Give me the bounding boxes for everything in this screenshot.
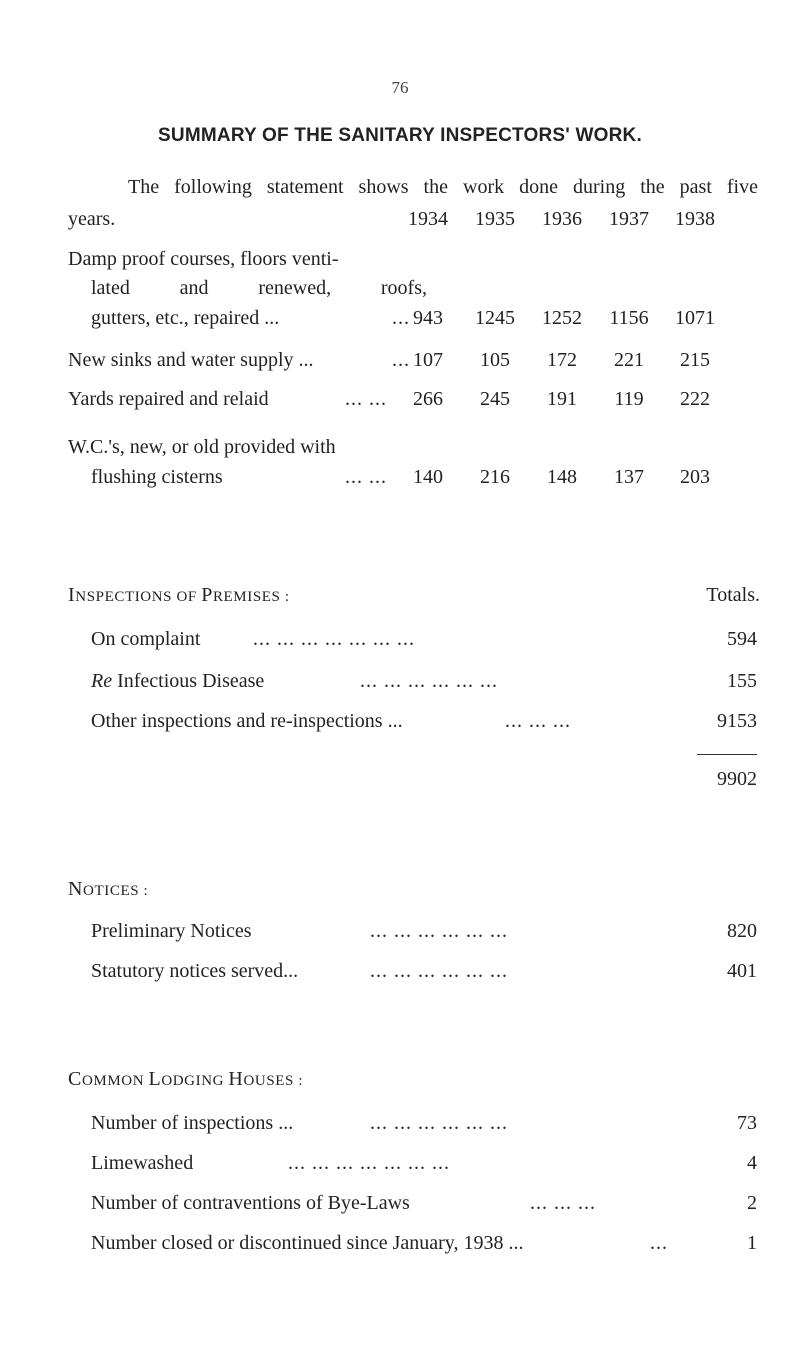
intro-text: The following statement shows the work done during the past five — [128, 176, 758, 198]
item-value: 594 — [727, 628, 757, 650]
row-value: 216 — [480, 466, 510, 488]
item-value: 401 — [727, 960, 757, 982]
row-value: 148 — [547, 466, 577, 488]
item-label: Number of contraventions of Bye-Laws — [91, 1192, 410, 1214]
leader-dots: ... ... ... ... ... ... — [370, 960, 508, 982]
lodging-heading — [68, 1068, 303, 1091]
row-label: Yards repaired and relaid — [68, 388, 269, 410]
row-value: 266 — [413, 388, 443, 410]
year-header-cell: 1938 — [675, 208, 715, 230]
item-value: 4 — [747, 1152, 757, 1174]
leader-dots: ... — [392, 307, 410, 329]
row-value: 1071 — [675, 307, 715, 329]
item-label: Statutory notices served... — [91, 960, 299, 982]
page-number: 76 — [391, 78, 409, 97]
item-value: 9153 — [717, 710, 757, 732]
row-label: Damp proof courses, floors venti- — [68, 248, 339, 270]
heading-text: N — [68, 878, 84, 900]
row-value: 215 — [680, 349, 710, 371]
leader-dots: ... ... ... ... ... ... — [370, 920, 508, 942]
item-label: Number of inspections ... — [91, 1112, 294, 1134]
heading-text: OUSES : — [243, 1073, 304, 1089]
leader-dots: ... ... ... ... ... ... ... — [288, 1152, 450, 1174]
heading-text: OTICES : — [83, 883, 149, 899]
item-value: 1 — [747, 1232, 757, 1254]
item-value: 820 — [727, 920, 757, 942]
row-value: 1252 — [542, 307, 582, 329]
year-header-cell: 1937 — [609, 208, 649, 230]
item-label: Number closed or discontinued since January, 1938 ... — [91, 1232, 524, 1254]
page-title: SUMMARY OF THE SANITARY INSPECTORS' WORK. — [158, 125, 642, 146]
leader-dots: ... ... — [345, 466, 387, 488]
year-header-cell: 1936 — [542, 208, 582, 230]
inspections-heading — [68, 584, 290, 607]
row-label: New sinks and water supply ... — [68, 349, 314, 371]
row-value: 222 — [680, 388, 710, 410]
heading-text: H — [228, 1068, 244, 1090]
row-label: flushing cisterns — [91, 466, 223, 488]
inspections-total: 9902 — [717, 768, 757, 790]
row-value: 172 — [547, 349, 577, 371]
leader-dots: ... ... ... ... ... ... — [360, 670, 498, 692]
row-label: gutters, etc., repaired ... — [91, 307, 280, 329]
item-value: 2 — [747, 1192, 757, 1214]
total-rule — [697, 754, 757, 755]
leader-dots: ... — [392, 349, 410, 371]
row-value: 943 — [413, 307, 443, 329]
heading-text: I — [68, 584, 76, 606]
heading-text: L — [148, 1068, 162, 1090]
row-value: 1245 — [475, 307, 515, 329]
row-value: 1156 — [609, 307, 649, 329]
item-label: Other inspections and re-inspections ... — [91, 710, 403, 732]
leader-dots: ... ... ... ... ... ... — [370, 1112, 508, 1134]
row-value: 245 — [480, 388, 510, 410]
item-label-italic: Re — [91, 670, 113, 692]
leader-dots: ... — [650, 1232, 668, 1254]
row-label: W.C.'s, new, or old provided with — [68, 436, 336, 458]
item-value: 155 — [727, 670, 757, 692]
item-label — [91, 670, 264, 693]
leader-dots: ... ... — [345, 388, 387, 410]
row-value: 119 — [614, 388, 644, 410]
item-label: Preliminary Notices — [91, 920, 252, 942]
intro-text-continued: years. — [68, 208, 116, 230]
row-value: 107 — [413, 349, 443, 371]
item-label-text: Infectious Disease — [112, 670, 265, 692]
row-value: 191 — [547, 388, 577, 410]
year-header-cell: 1934 — [408, 208, 448, 230]
heading-text: NSPECTIONS OF — [75, 589, 202, 605]
item-label: Limewashed — [91, 1152, 194, 1174]
heading-text: OMMON — [81, 1073, 149, 1089]
heading-text: REMISES : — [212, 589, 290, 605]
item-value: 73 — [737, 1112, 757, 1134]
row-value: 137 — [614, 466, 644, 488]
heading-text: P — [201, 584, 213, 606]
notices-heading — [68, 878, 148, 901]
leader-dots: ... ... ... — [530, 1192, 596, 1214]
row-value: 221 — [614, 349, 644, 371]
leader-dots: ... ... ... — [505, 710, 571, 732]
leader-dots: ... ... ... ... ... ... ... — [253, 628, 415, 650]
item-label: On complaint — [91, 628, 201, 650]
row-value: 105 — [480, 349, 510, 371]
heading-text: ODGING — [161, 1073, 229, 1089]
row-value: 140 — [413, 466, 443, 488]
row-value: 203 — [680, 466, 710, 488]
totals-label: Totals. — [706, 584, 760, 606]
year-header-cell: 1935 — [475, 208, 515, 230]
row-label: lated and renewed, roofs, — [91, 277, 427, 299]
heading-text: C — [68, 1068, 82, 1090]
